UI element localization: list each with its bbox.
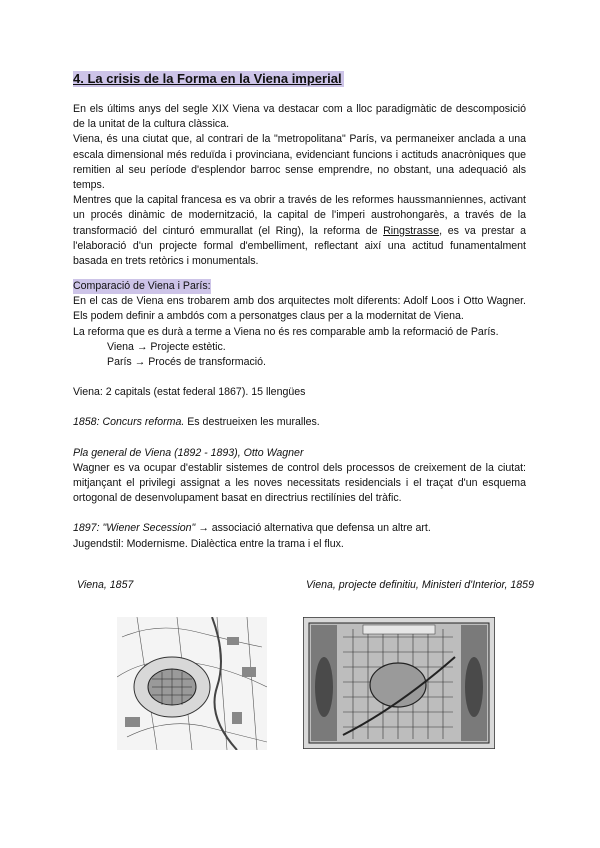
architects-paragraph: En el cas de Viena ens trobarem amb dos arquitectes molt diferents: Adolf Loos i Otto Wagner. Els podem definir a ambdós com a personatges claus per a la modernitat de Viena. [73,295,526,323]
jugendstil-line: Jugendstil: Modernisme. Dialèctica entre la trama i el flux. [73,537,344,550]
paragraph3-after: , es va prestar a l'elaboració d'un projecte formal d'embelliment, reflectant així una actitud funamentalment basada en trets retòrics i monumentals. [73,224,526,268]
secession-line [73,521,526,536]
page-title: 4. La crisis de la Forma en la Viena imperial [73,71,342,86]
capitals-line: Viena: 2 capitals (estat federal 1867). 15 llengües [73,386,306,399]
vienna-1857-map-image [117,617,267,750]
wagner-paragraph: Wagner es va ocupar d'establir sistemes de control dels processos de creixement de la ciutat: mitjançant el privilegi assignat a les noves necessitats residencials i el traçat d'un esquema ortogonal de desenvolupament basat en directrius rectilínies del tràfic. [73,461,526,505]
comparison-section [73,279,526,552]
bullet-paris: París → Procés de transformació. [107,356,266,369]
intro-section [73,102,526,269]
secession-date: 1897: "Wiener Secession" [73,522,196,535]
concurs-line [73,415,526,430]
figure-caption-1: Viena, 1857 [77,579,134,591]
concurs-date: 1858: Concurs reforma. [73,416,185,429]
intro-paragraph-1: En els últims anys del segle XIX Viena va destacar com a lloc paradigmàtic de descomposició de la unitat de la cultura clàssica. [73,103,526,131]
section-heading: Comparació de Viena i París: [73,279,211,294]
concurs-text: Es destrueixen les muralles. [184,416,320,429]
figure-caption-2: Viena, projecte definitiu, Ministeri d'Interior, 1859 [306,579,534,591]
intro-paragraph-2: Viena, és una ciutat que, al contrari de la "metropolitana" París, va permaneixer anclada a una escala dimensional més reduïda i provinciana, evidenciant funcions i actituds anacròniques que remitien al seu període d'esplendor barroc sense emprendre, no obstant, una adequació als temps. [73,133,526,192]
plan-heading: Pla general de Viena (1892 - 1893), Otto Wagner [73,446,304,459]
reform-paragraph: La reforma que es durà a terme a Viena no és res comparable amb la reformació de París. [73,325,499,338]
bullet-viena: Viena → Projecte estètic. [107,340,226,353]
vienna-1859-plan-image [303,617,495,749]
ringstrasse-link[interactable]: Ringstrasse [383,224,440,237]
secession-text: → associació alternativa que defensa un altre art. [195,522,431,535]
intro-paragraph-3 [73,193,526,269]
paragraph3-before: Mentres que la capital francesa es va obrir a través de les reformes haussmanniennes, activant un procés dinàmic de modernització, la capital de l'imperi austrohongarès, a través de la transformació del cinturó emmurallat (el Ring), la reforma de [73,194,526,237]
